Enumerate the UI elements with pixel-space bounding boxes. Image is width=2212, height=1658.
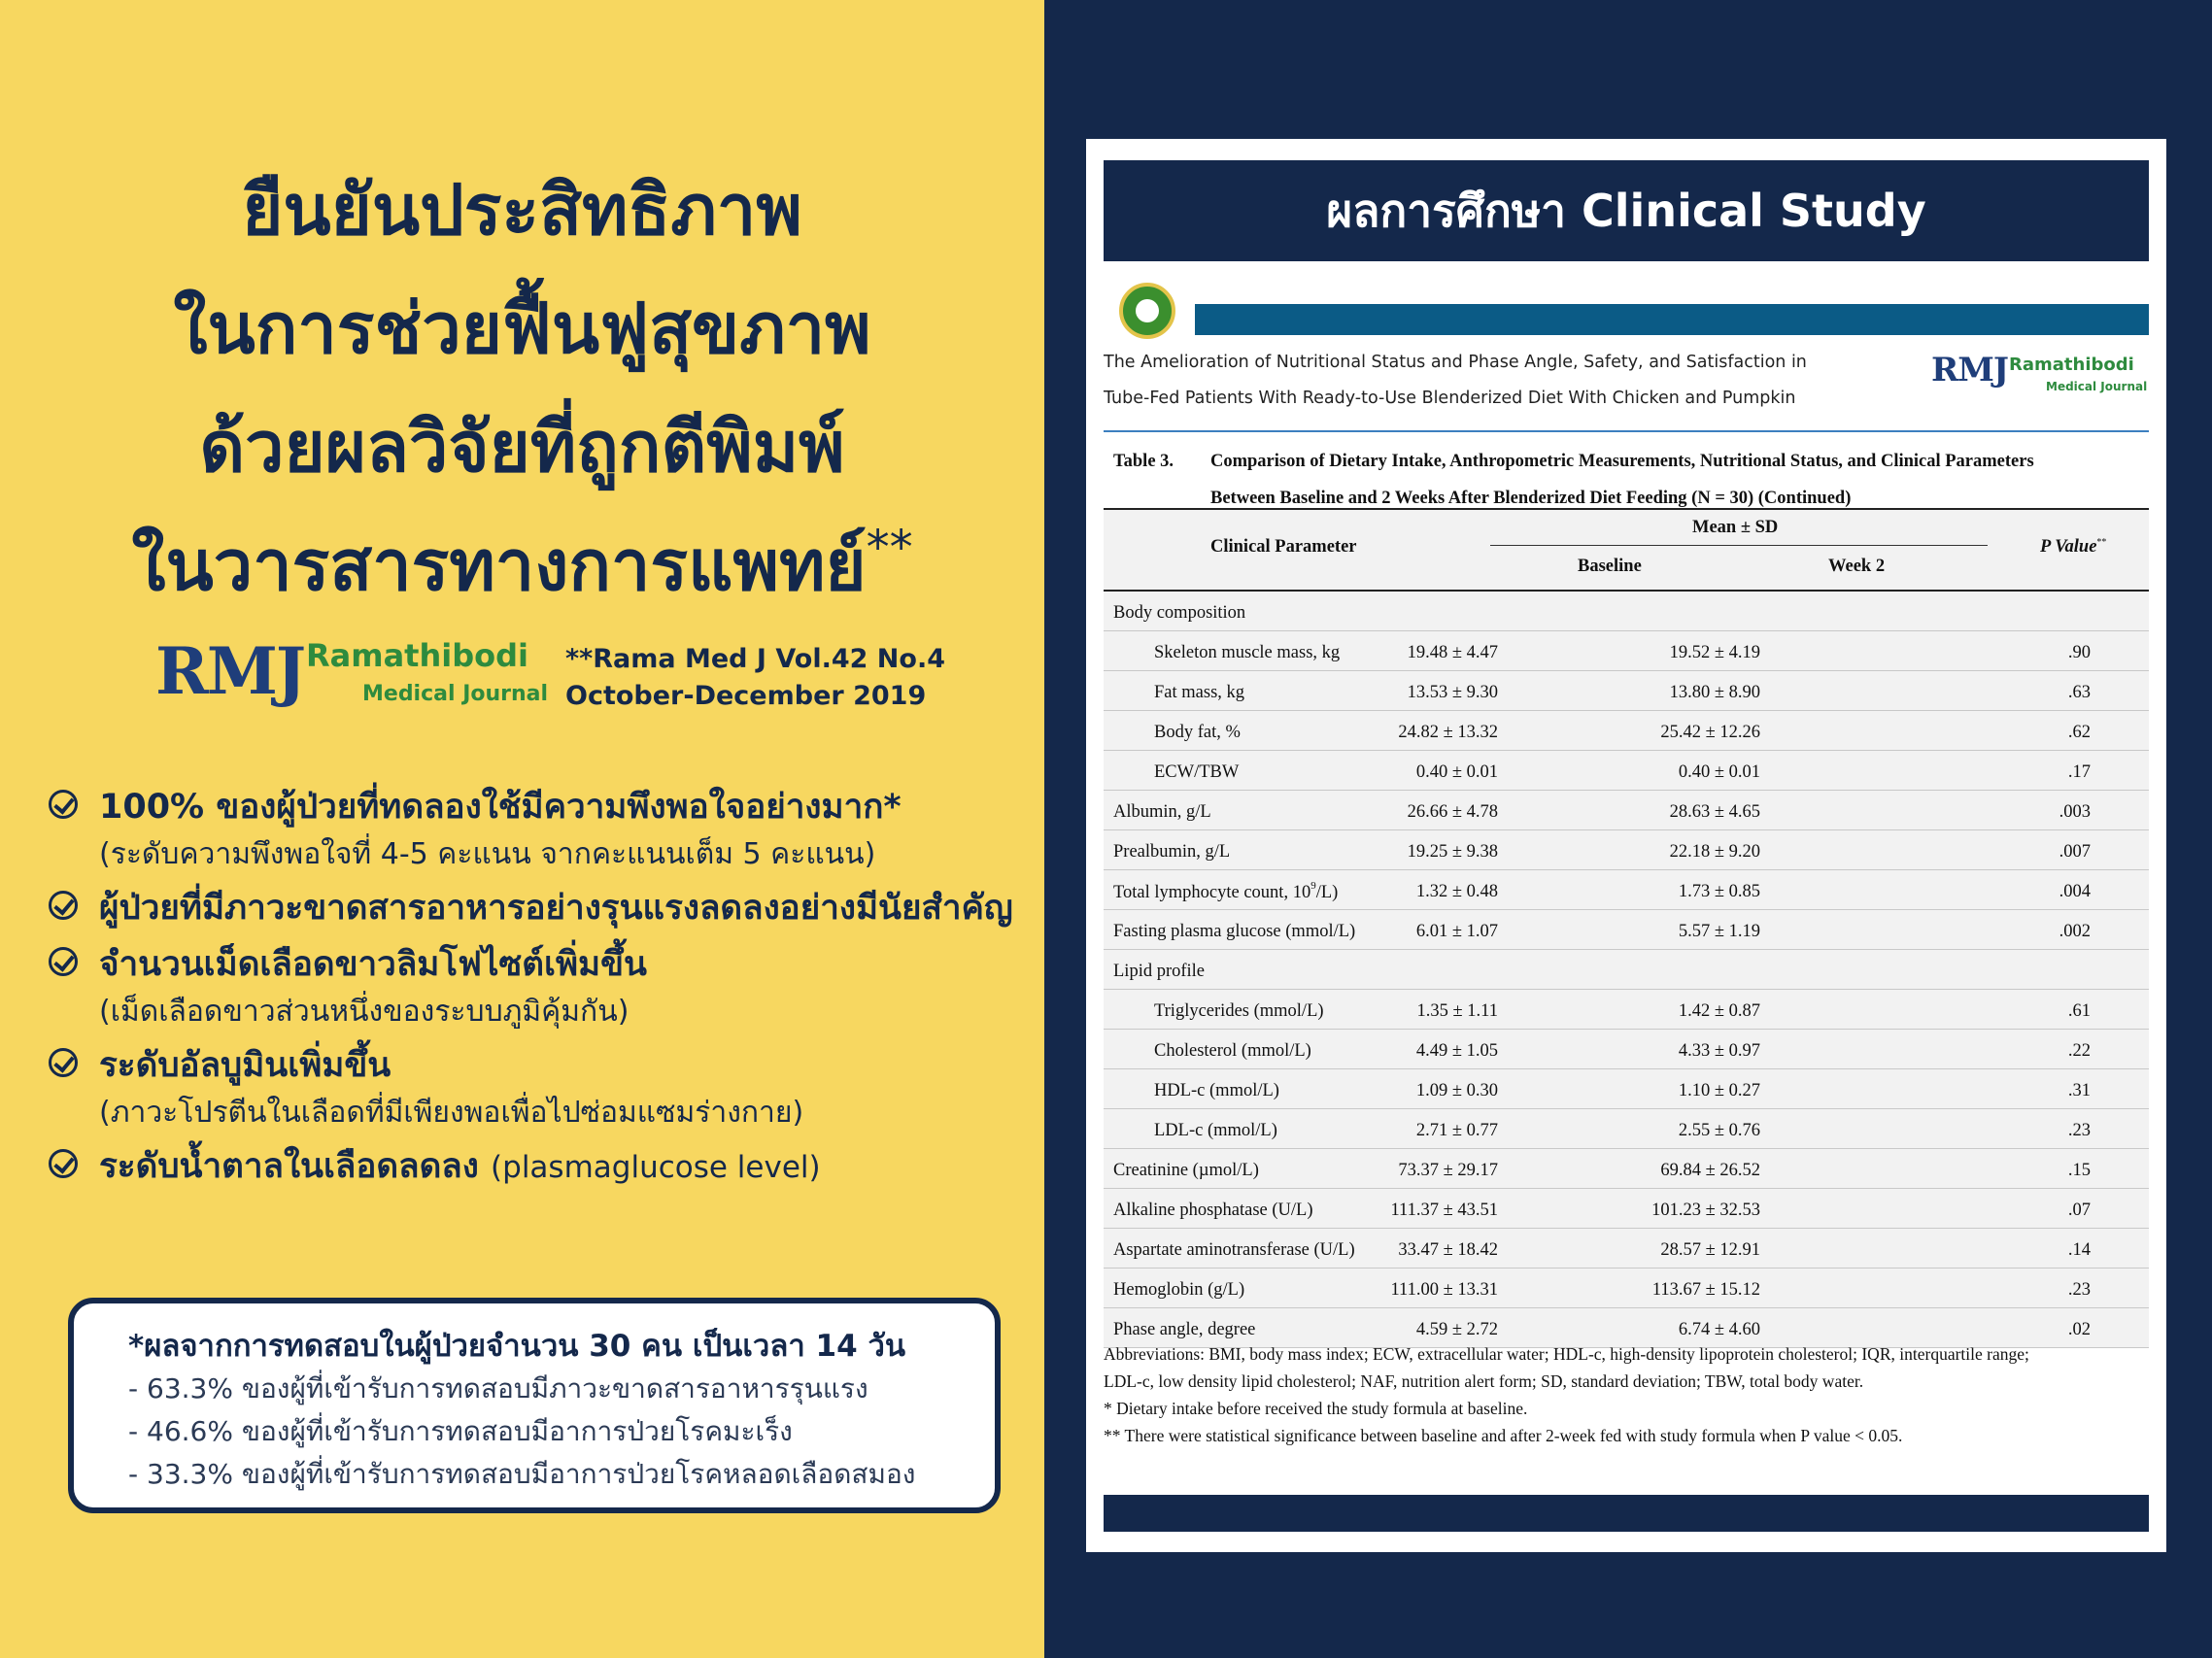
headline-line-4 bbox=[0, 506, 1044, 625]
row-p-value: .22 bbox=[2067, 1041, 2091, 1061]
row-baseline: 6.01 ± 1.07 bbox=[1415, 922, 1498, 941]
row-baseline: 13.53 ± 9.30 bbox=[1407, 683, 1498, 702]
row-parameter-text: Creatinine (µmol/L) bbox=[1113, 1161, 1259, 1180]
row-parameter-text: Prealbumin, g/L bbox=[1113, 842, 1231, 862]
row-baseline: 111.00 ± 13.31 bbox=[1390, 1280, 1498, 1300]
row-week-2: 22.18 ± 9.20 bbox=[1669, 842, 1760, 862]
left-panel bbox=[0, 0, 1044, 1658]
row-parameter-superscript: 9 bbox=[1310, 880, 1316, 892]
row-week-2: 19.52 ± 4.19 bbox=[1669, 643, 1760, 662]
row-week-2: 6.74 ± 4.60 bbox=[1678, 1320, 1760, 1339]
row-parameter bbox=[1154, 762, 1239, 783]
header-week-2: Week 2 bbox=[1828, 557, 1886, 576]
study-note-box bbox=[68, 1298, 1001, 1513]
headline bbox=[0, 151, 1044, 625]
rmj-logo-letters: RMJ bbox=[155, 633, 305, 709]
table-row bbox=[1104, 1229, 2149, 1269]
table-row bbox=[1104, 1189, 2149, 1229]
row-parameter-text: Fasting plasma glucose (mmol/L) bbox=[1113, 922, 1356, 941]
check-circle-icon bbox=[49, 947, 78, 976]
document-title-bar bbox=[1195, 304, 2149, 335]
table-row bbox=[1104, 1109, 2149, 1149]
university-emblem-icon bbox=[1119, 283, 1175, 339]
row-week-2: 1.10 ± 0.27 bbox=[1678, 1081, 1760, 1100]
row-baseline: 19.48 ± 4.47 bbox=[1407, 643, 1498, 662]
row-p-value: .007 bbox=[2059, 842, 2091, 862]
check-circle-icon bbox=[49, 1149, 78, 1178]
benefit-title: ผู้ป่วยที่มีภาวะขาดสารอาหารอย่างรุนแรงลดลงอย่างมีนัยสำคัญ bbox=[99, 889, 1013, 928]
citation-line-2: October-December 2019 bbox=[565, 681, 927, 711]
row-p-value: .17 bbox=[2067, 762, 2091, 782]
row-parameter-text: HDL-c (mmol/L) bbox=[1154, 1081, 1279, 1100]
row-parameter-text: Skeleton muscle mass, kg bbox=[1154, 643, 1341, 662]
benefit-item bbox=[49, 1040, 1030, 1135]
table-row bbox=[1104, 1030, 2149, 1069]
rmj-logo bbox=[155, 631, 554, 709]
headline-line-4-text: ในวารสารทางการแพทย์ bbox=[131, 524, 867, 606]
check-circle-icon bbox=[49, 1048, 78, 1077]
row-week-2: 1.42 ± 0.87 bbox=[1678, 1001, 1760, 1021]
row-baseline: 1.32 ± 0.48 bbox=[1415, 882, 1498, 901]
table-row bbox=[1104, 592, 2149, 631]
row-week-2: 25.42 ± 12.26 bbox=[1660, 723, 1760, 742]
row-parameter-text: Lipid profile bbox=[1113, 962, 1206, 981]
row-parameter-text: Triglycerides (mmol/L) bbox=[1154, 1001, 1324, 1021]
row-parameter bbox=[1113, 1201, 1313, 1221]
row-p-value: .002 bbox=[2059, 922, 2091, 941]
article-title-line-2: Tube-Fed Patients With Ready-to-Use Blenderized Diet With Chicken and Pumpkin bbox=[1104, 389, 1796, 408]
table-body bbox=[1104, 592, 2149, 1348]
row-parameter bbox=[1154, 1001, 1324, 1022]
benefit-detail: (ระดับความพึงพอใจที่ 4-5 คะแนน จากคะแนนเต็ม 5 คะแนน) bbox=[99, 837, 876, 871]
row-baseline: 1.09 ± 0.30 bbox=[1415, 1081, 1498, 1100]
header-p-value bbox=[2040, 537, 2106, 558]
footnote: Abbreviations: BMI, body mass index; ECW, extracellular water; HDL-c, high-density lipoprotein cholesterol; IQR, interquartile range; bbox=[1104, 1344, 2029, 1364]
table-row bbox=[1104, 791, 2149, 830]
row-parameter-text: Body composition bbox=[1113, 603, 1246, 623]
row-parameter-text: Aspartate aminotransferase (U/L) bbox=[1113, 1240, 1355, 1260]
row-parameter bbox=[1113, 842, 1230, 863]
row-baseline: 33.47 ± 18.42 bbox=[1398, 1240, 1498, 1260]
table-row bbox=[1104, 990, 2149, 1030]
row-parameter bbox=[1154, 643, 1340, 663]
headline-line-2: ในการช่วยฟื้นฟูสุขภาพ bbox=[173, 288, 871, 369]
row-week-2: 5.57 ± 1.19 bbox=[1678, 922, 1760, 941]
row-p-value: .14 bbox=[2067, 1240, 2091, 1260]
headline-asterisks: ** bbox=[866, 521, 913, 575]
footnote: LDL-c, low density lipid cholesterol; NAF, nutrition alert form; SD, standard deviation; TBW, total body water. bbox=[1104, 1371, 1864, 1391]
benefit-inline-detail: (plasmaglucose level) bbox=[491, 1150, 821, 1185]
row-p-value: .90 bbox=[2067, 643, 2091, 662]
divider bbox=[1104, 430, 2149, 432]
row-parameter-text: LDL-c (mmol/L) bbox=[1154, 1121, 1277, 1140]
table-row bbox=[1104, 870, 2149, 910]
check-circle-icon bbox=[49, 891, 78, 920]
table-row bbox=[1104, 830, 2149, 870]
rmj-small-logo bbox=[1931, 351, 2155, 399]
benefit-item bbox=[49, 782, 1030, 877]
note-item: - 63.3% ของผู้ที่เข้ารับการทดสอบมีภาวะขาดสารอาหารรุนแรง bbox=[128, 1372, 868, 1404]
row-baseline: 4.59 ± 2.72 bbox=[1415, 1320, 1498, 1339]
row-p-value: .004 bbox=[2059, 882, 2091, 901]
benefit-detail: (เม็ดเลือดขาวส่วนหนึ่งของระบบภูมิคุ้มกัน) bbox=[99, 995, 630, 1029]
rmj-small-name: Ramathibodi bbox=[2009, 355, 2134, 375]
benefit-detail: (ภาวะโปรตีนในเลือดที่มีเพียงพอเพื่อไปซ่อมแซมร่างกาย) bbox=[99, 1096, 804, 1130]
header-clinical-parameter: Clinical Parameter bbox=[1210, 537, 1357, 557]
row-p-value: .61 bbox=[2067, 1001, 2091, 1021]
header-p-value-text: P Value bbox=[2040, 537, 2097, 558]
row-p-value: .62 bbox=[2067, 723, 2091, 742]
row-parameter-text: Cholesterol (mmol/L) bbox=[1154, 1041, 1311, 1061]
row-parameter-text: Body fat, % bbox=[1154, 723, 1241, 742]
benefit-title: 100% ของผู้ป่วยที่ทดลองใช้มีความพึงพอใจอย่างมาก* bbox=[99, 788, 902, 827]
row-parameter-text: Albumin, g/L bbox=[1113, 802, 1211, 822]
rmj-logo-name: Ramathibodi bbox=[306, 637, 528, 674]
row-parameter bbox=[1113, 603, 1245, 624]
table-row bbox=[1104, 751, 2149, 791]
row-parameter bbox=[1113, 882, 1338, 903]
row-parameter-text: ECW/TBW bbox=[1154, 762, 1240, 782]
benefit-item bbox=[49, 939, 1030, 1034]
row-baseline: 111.37 ± 43.51 bbox=[1390, 1201, 1498, 1220]
header-p-value-mark: ** bbox=[2096, 537, 2107, 548]
document-header: ผลการศึกษา Clinical Study bbox=[1104, 160, 2149, 261]
row-parameter bbox=[1113, 1240, 1355, 1261]
row-p-value: .63 bbox=[2067, 683, 2091, 702]
row-parameter bbox=[1154, 1041, 1311, 1062]
table-label: Table 3. bbox=[1113, 452, 1174, 471]
benefit-item bbox=[49, 1141, 1030, 1193]
header-rule bbox=[1490, 545, 1988, 546]
table-row bbox=[1104, 950, 2149, 990]
note-item: - 33.3% ของผู้ที่เข้ารับการทดสอบมีอาการป่วยโรคหลอดเลือดสมอง bbox=[128, 1458, 916, 1490]
row-week-2: 113.67 ± 15.12 bbox=[1651, 1280, 1760, 1300]
article-title-line-1: The Amelioration of Nutritional Status and Phase Angle, Safety, and Satisfaction in bbox=[1104, 353, 1807, 372]
document-footer-bar bbox=[1104, 1495, 2149, 1532]
note-item: - 46.6% ของผู้ที่เข้ารับการทดสอบมีอาการป่วยโรคมะเร็ง bbox=[128, 1415, 793, 1447]
headline-line-3: ด้วยผลวิจัยที่ถูกตีพิมพ์ bbox=[199, 406, 845, 488]
row-parameter bbox=[1154, 683, 1244, 703]
article-title bbox=[1104, 345, 1881, 417]
row-week-2: 101.23 ± 32.53 bbox=[1651, 1201, 1760, 1220]
row-parameter bbox=[1113, 962, 1205, 982]
row-week-2: 2.55 ± 0.76 bbox=[1678, 1121, 1760, 1140]
study-document bbox=[1086, 139, 2166, 1552]
note-title: *ผลจากการทดสอบในผู้ป่วยจำนวน 30 คน เป็นเวลา 14 วัน bbox=[128, 1329, 906, 1364]
row-parameter-text: Fat mass, kg bbox=[1154, 683, 1245, 702]
rmj-small-letters: RMJ bbox=[1931, 351, 2008, 389]
row-week-2: 28.57 ± 12.91 bbox=[1660, 1240, 1760, 1260]
table-row bbox=[1104, 671, 2149, 711]
benefits-list bbox=[49, 782, 1030, 1199]
citation-line-1: **Rama Med J Vol.42 No.4 bbox=[565, 644, 945, 674]
row-p-value: .15 bbox=[2067, 1161, 2091, 1180]
row-parameter bbox=[1113, 802, 1211, 823]
rmj-logo-subname: Medical Journal bbox=[362, 682, 549, 706]
table-caption-line-1: Comparison of Dietary Intake, Anthropometric Measurements, Nutritional Status, and Clinical Parameters bbox=[1210, 452, 2034, 471]
row-p-value: .07 bbox=[2067, 1201, 2091, 1220]
headline-line-1: ยืนยันประสิทธิภาพ bbox=[242, 169, 802, 251]
rmj-small-subname: Medical Journal bbox=[2046, 380, 2148, 393]
row-p-value: .23 bbox=[2067, 1280, 2091, 1300]
row-p-value: .31 bbox=[2067, 1081, 2091, 1100]
footnote: * Dietary intake before received the study formula at baseline. bbox=[1104, 1399, 1528, 1418]
row-p-value: .003 bbox=[2059, 802, 2091, 822]
row-week-2: 0.40 ± 0.01 bbox=[1678, 762, 1760, 782]
header-mean-sd: Mean ± SD bbox=[1692, 518, 1779, 537]
row-week-2: 1.73 ± 0.85 bbox=[1678, 882, 1760, 901]
benefit-title-row bbox=[99, 1141, 1030, 1193]
row-baseline: 4.49 ± 1.05 bbox=[1415, 1041, 1498, 1061]
citation bbox=[565, 641, 945, 715]
row-parameter bbox=[1154, 1121, 1277, 1141]
table-row bbox=[1104, 631, 2149, 671]
row-week-2: 69.84 ± 26.52 bbox=[1660, 1161, 1760, 1180]
row-p-value: .23 bbox=[2067, 1121, 2091, 1140]
row-parameter-text: Total lymphocyte count, 10 bbox=[1113, 883, 1311, 903]
row-parameter bbox=[1113, 1161, 1259, 1181]
table-row bbox=[1104, 1069, 2149, 1109]
row-week-2: 13.80 ± 8.90 bbox=[1669, 683, 1760, 702]
benefit-title: จำนวนเม็ดเลือดขาวลิมโฟไซต์เพิ่มขึ้น bbox=[99, 945, 647, 984]
row-parameter-text: Phase angle, degree bbox=[1113, 1320, 1256, 1339]
row-baseline: 26.66 ± 4.78 bbox=[1407, 802, 1498, 822]
row-baseline: 2.71 ± 0.77 bbox=[1415, 1121, 1498, 1140]
check-circle-icon bbox=[49, 790, 78, 819]
row-baseline: 0.40 ± 0.01 bbox=[1415, 762, 1498, 782]
table-row bbox=[1104, 1149, 2149, 1189]
row-p-value: .02 bbox=[2067, 1320, 2091, 1339]
benefit-title: ระดับน้ำตาลในเลือดลดลง bbox=[99, 1147, 479, 1186]
table-row bbox=[1104, 910, 2149, 950]
row-week-2: 28.63 ± 4.65 bbox=[1669, 802, 1760, 822]
row-parameter-text: Alkaline phosphatase (U/L) bbox=[1113, 1201, 1313, 1220]
row-week-2: 4.33 ± 0.97 bbox=[1678, 1041, 1760, 1061]
row-parameter bbox=[1113, 1320, 1255, 1340]
row-baseline: 24.82 ± 13.32 bbox=[1398, 723, 1498, 742]
row-parameter bbox=[1113, 1280, 1244, 1301]
table-footnotes bbox=[1104, 1340, 2162, 1449]
table-row bbox=[1104, 1269, 2149, 1308]
row-parameter bbox=[1154, 723, 1241, 743]
row-parameter bbox=[1113, 922, 1355, 942]
table-caption-line-2: Between Baseline and 2 Weeks After Blenderized Diet Feeding (N = 30) (Continued) bbox=[1210, 489, 1852, 508]
row-parameter bbox=[1154, 1081, 1279, 1101]
row-parameter-text: Hemoglobin (g/L) bbox=[1113, 1280, 1245, 1300]
row-baseline: 19.25 ± 9.38 bbox=[1407, 842, 1498, 862]
benefit-item bbox=[49, 883, 1030, 933]
table-header bbox=[1104, 510, 2149, 592]
row-parameter-unit: /L) bbox=[1315, 883, 1339, 903]
table-row bbox=[1104, 711, 2149, 751]
row-baseline: 1.35 ± 1.11 bbox=[1416, 1001, 1498, 1021]
row-baseline: 73.37 ± 29.17 bbox=[1398, 1161, 1498, 1180]
header-baseline: Baseline bbox=[1578, 557, 1642, 576]
footnote: ** There were statistical significance between baseline and after 2-week fed with study formula when P value < 0.05. bbox=[1104, 1426, 1903, 1445]
benefit-title: ระดับอัลบูมินเพิ่มขึ้น bbox=[99, 1046, 391, 1085]
results-table bbox=[1104, 508, 2149, 1348]
